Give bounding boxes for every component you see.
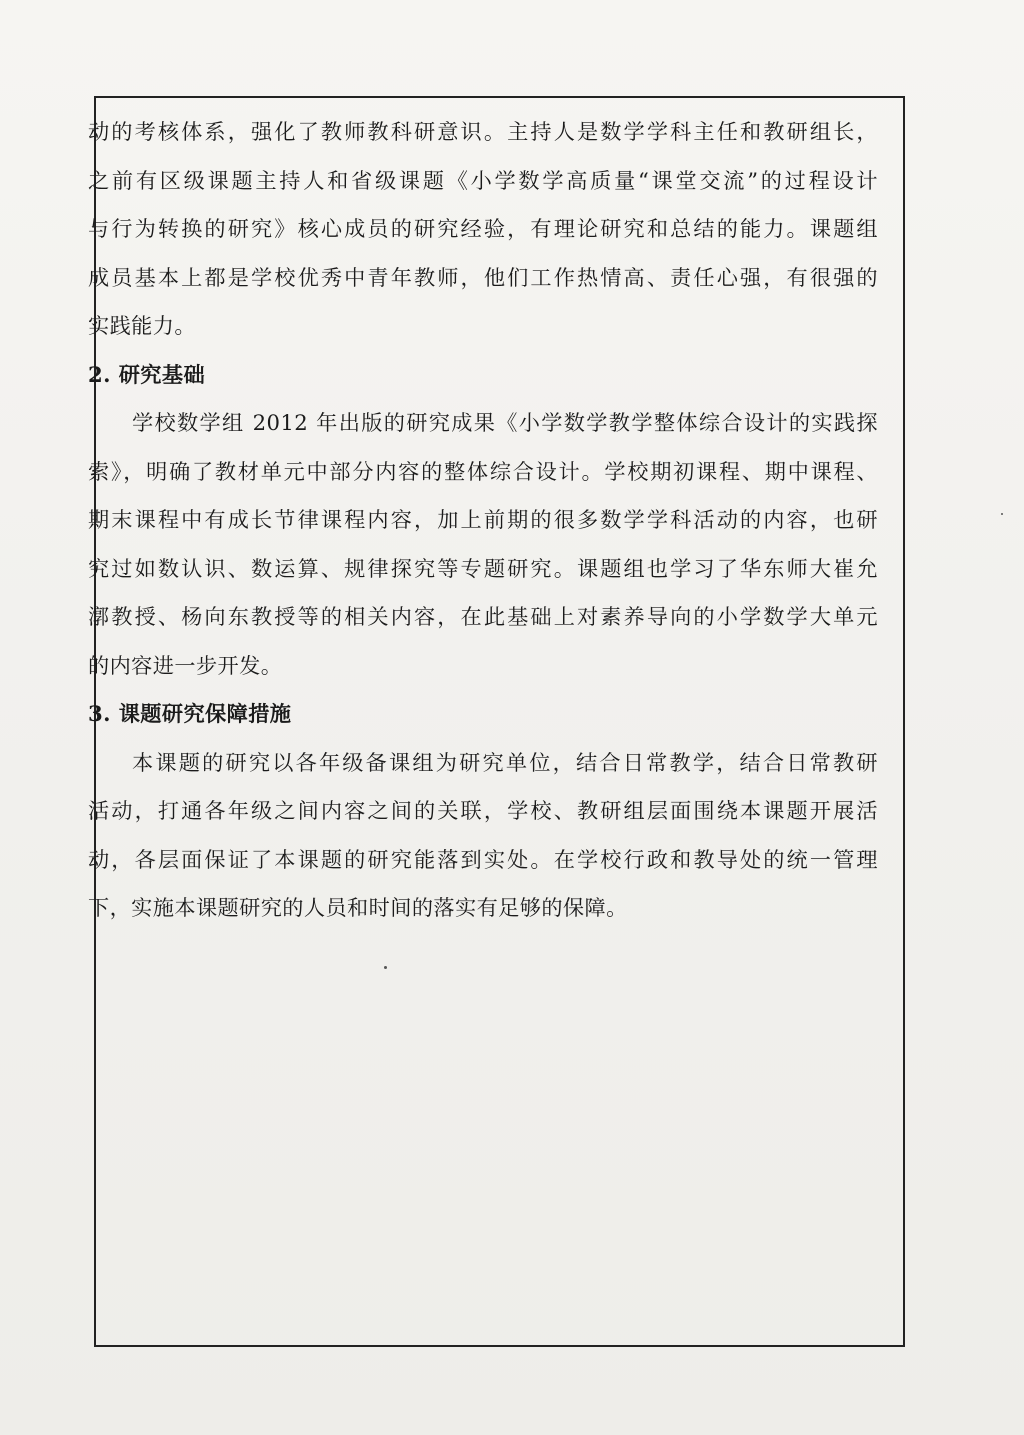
text-line: 之前有区级课题主持人和省级课题《小学数学高质量“课堂交流”的过程设计: [88, 167, 878, 193]
text-line: 漷教授、杨向东教授等的相关内容，在此基础上对素养导向的小学数学大单元: [88, 604, 878, 629]
text-line: 动，各层面保证了本课题的研究能落到实处。在学校行政和教导处的统一管理: [88, 846, 878, 872]
document-body: [88, 108, 878, 933]
text-line: 索》，明确了教材单元中部分内容的整体综合设计。学校期初课程、期中课程、: [88, 458, 878, 484]
text-line: 下，实施本课题研究的人员和时间的落实有足够的保障。: [88, 895, 628, 920]
section-heading: 3. 课题研究保障措施: [88, 701, 292, 726]
paragraph-team-qualification: [88, 108, 878, 351]
text-line: 与行为转换的研究》核心成员的研究经验，有理论研究和总结的能力。课题组: [88, 216, 878, 241]
section-safeguard-measures: [88, 690, 878, 933]
text-line: 实践能力。: [88, 313, 196, 338]
section-heading: 2. 研究基础: [88, 361, 206, 387]
text-line: 成员基本上都是学校优秀中青年教师，他们工作热情高、责任心强，有很强的: [88, 264, 878, 290]
section-research-foundation: [88, 351, 878, 691]
text-line: 动的考核体系，强化了教师教科研意识。主持人是数学学科主任和教研组长，: [88, 119, 878, 144]
text-line: 的内容进一步开发。: [88, 652, 283, 678]
scan-speck: [1001, 513, 1003, 515]
text-line: 本课题的研究以各年级备课组为研究单位，结合日常教学，结合日常教研: [132, 749, 878, 775]
scan-speck: [384, 966, 387, 969]
text-line: 期末课程中有成长节律课程内容，加上前期的很多数学学科活动的内容，也研: [88, 507, 878, 532]
text-line: 活动，打通各年级之间内容之间的关联，学校、教研组层面围绕本课题开展活: [88, 798, 878, 823]
text-line: 学校数学组 2012 年出版的研究成果《小学数学教学整体综合设计的实践探: [132, 410, 878, 435]
text-line: 究过如数认识、数运算、规律探究等专题研究。课题组也学习了华东师大崔允: [88, 555, 878, 581]
